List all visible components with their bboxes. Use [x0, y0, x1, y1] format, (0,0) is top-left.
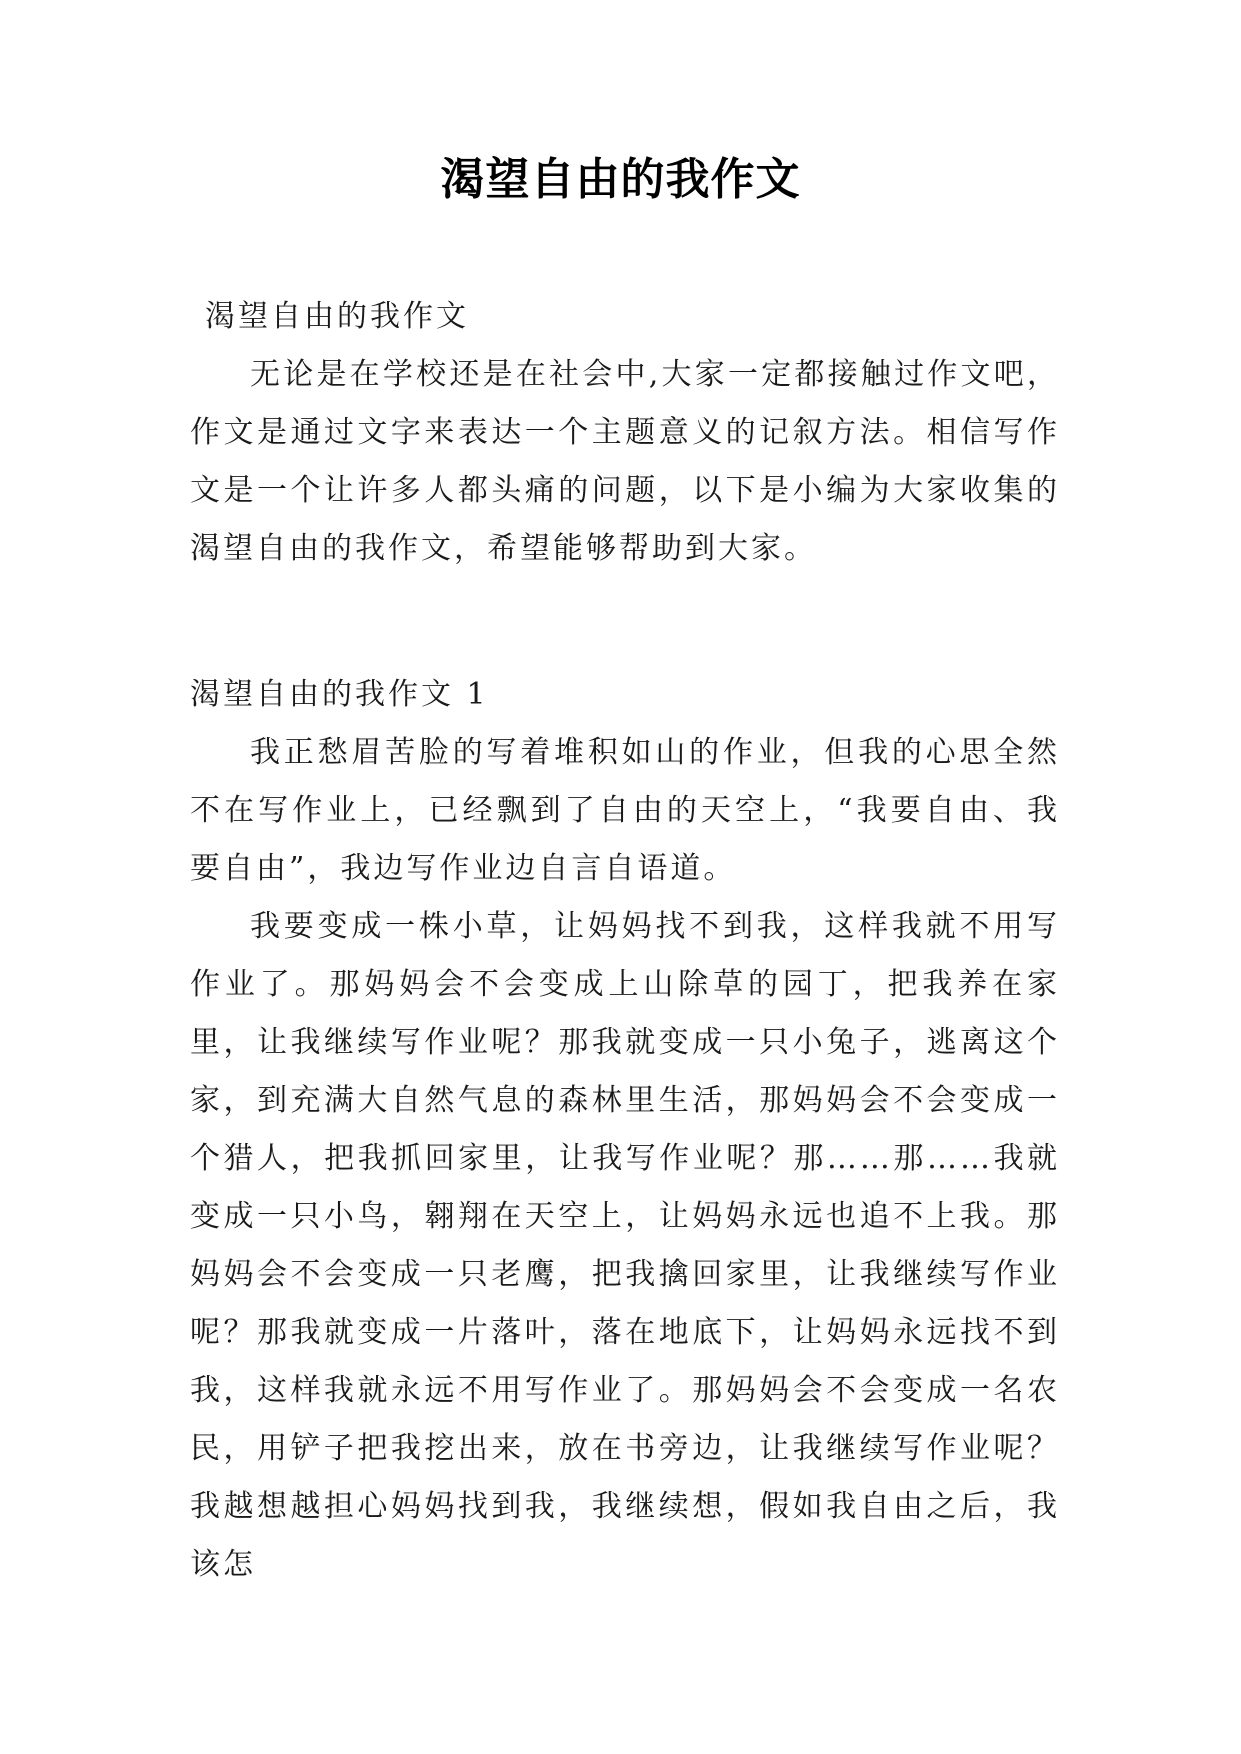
document-title: 渴望自由的我作文: [440, 154, 801, 205]
body-paragraph-1: 我正愁眉苦脸的写着堆积如山的作业，但我的心思全然不在写作业上，已经飘到了自由的天空上，“我要自由、我要自由”，我边写作业边自言自语道。: [190, 735, 1060, 886]
intro-paragraph: 无论是在学校还是在社会中,大家一定都接触过作文吧，作文是通过文字来表达一个主题意义的记叙方法。相信写作文是一个让许多人都头痛的问题，以下是小编为大家收集的渴望自由的我作文，希望能够帮助到大家。: [190, 357, 1060, 566]
body-paragraph-2: 我要变成一株小草，让妈妈找不到我，这样我就不用写作业了。那妈妈会不会变成上山除草的园丁，把我养在家里，让我继续写作业呢？那我就变成一只小兔子，逃离这个家，到充满大自然气息的森林里生活，那妈妈会不会变成一个猎人，把我抓回家里，让我写作业呢？那……那……我就变成一只小鸟，翱翔在天空上，让妈妈永远也追不上我。那妈妈会不会变成一只老鹰，把我擒回家里，让我继续写作业呢？那我就变成一片落叶，落在地底下，让妈妈永远找不到我，这样我就永远不用写作业了。那妈妈会不会变成一名农民，用铲子把我挖出来，放在书旁边，让我继续写作业呢？我越想越担心妈妈找到我，我继续想，假如我自由之后，我该怎: [190, 909, 1060, 1582]
intro-heading: 渴望自由的我作文: [205, 299, 469, 334]
section-heading: 渴望自由的我作文 1: [190, 677, 489, 712]
document-body: [190, 288, 1060, 1594]
